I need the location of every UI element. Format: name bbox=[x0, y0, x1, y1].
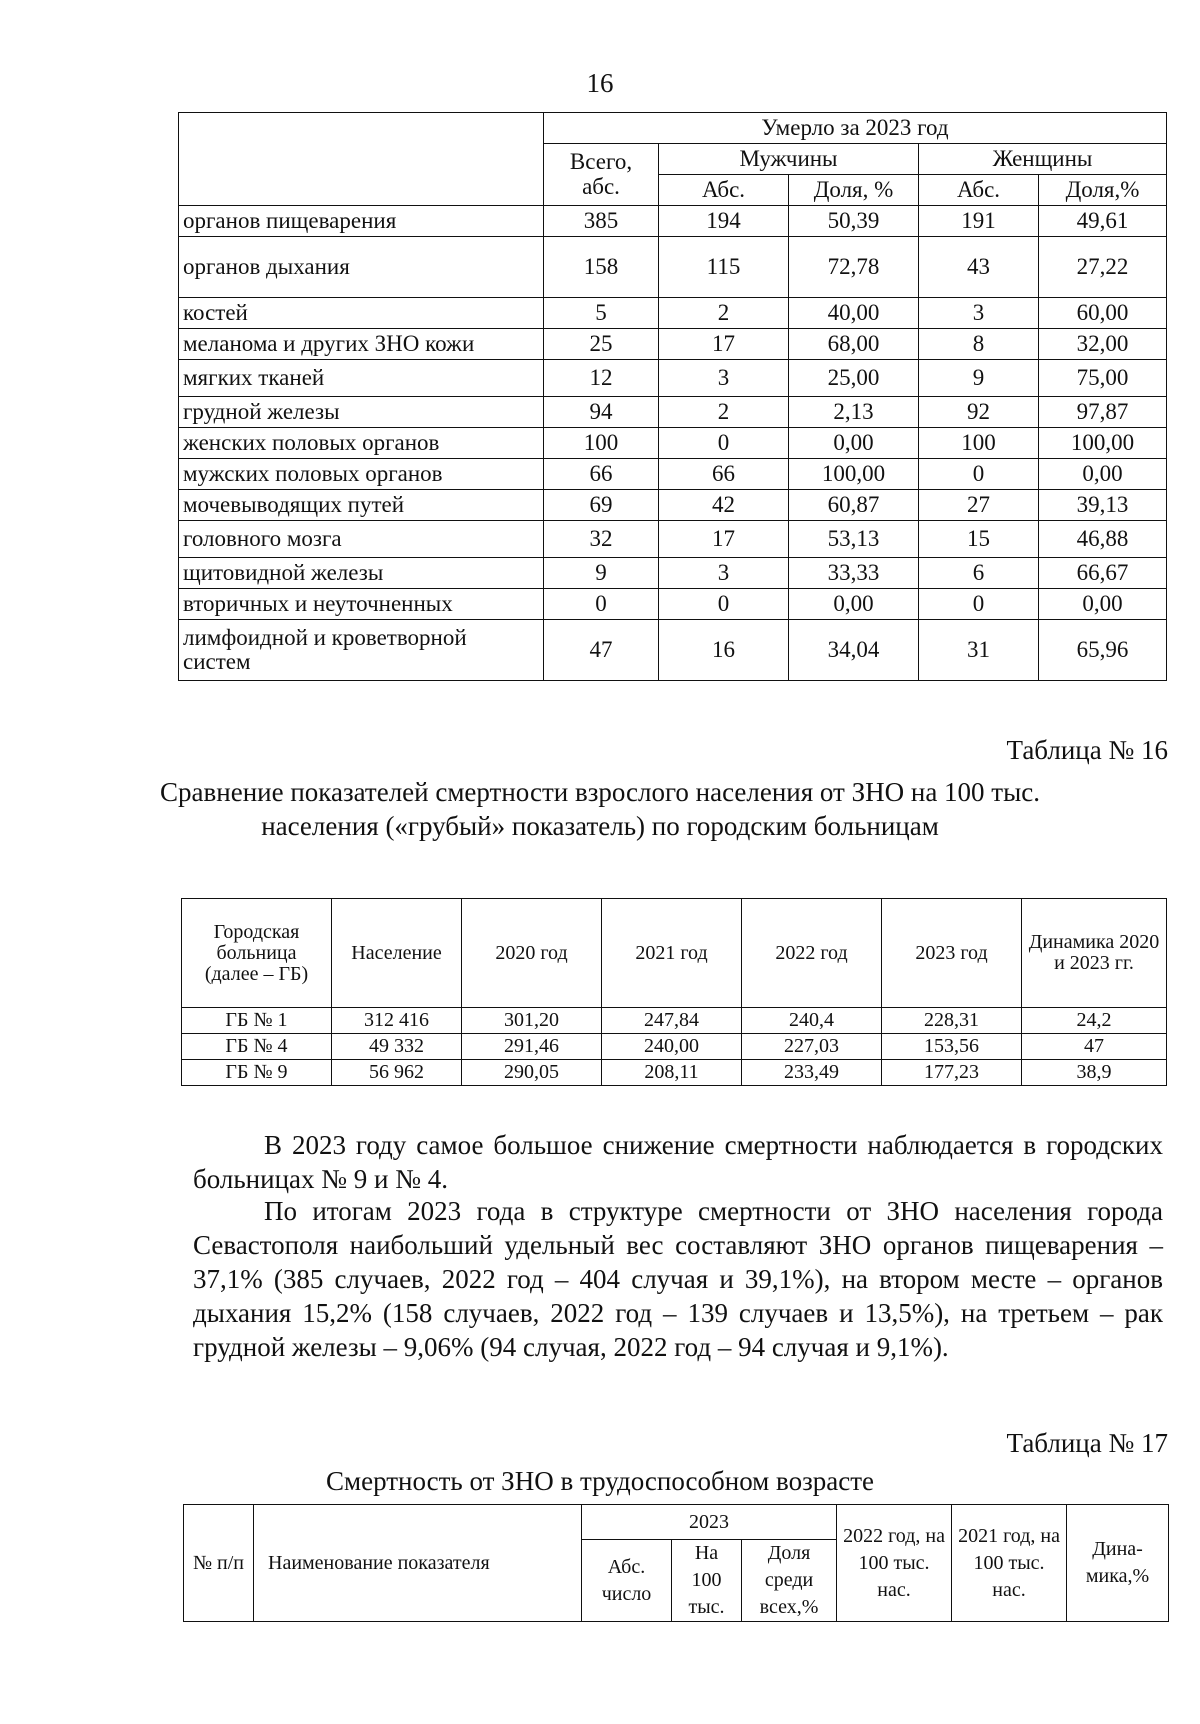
abs-header: Абс. число bbox=[582, 1540, 672, 1622]
value-cell: 240,00 bbox=[602, 1034, 742, 1060]
total-cell: 25 bbox=[544, 329, 659, 360]
women-abs-cell: 0 bbox=[919, 459, 1039, 490]
column-header: 2022 год bbox=[742, 899, 882, 1008]
women-abs-header: Абс. bbox=[919, 175, 1039, 206]
women-abs-cell: 6 bbox=[919, 558, 1039, 589]
women-share-cell: 100,00 bbox=[1039, 428, 1167, 459]
men-share-cell: 53,13 bbox=[789, 521, 919, 558]
women-share-header: Доля,% bbox=[1039, 175, 1167, 206]
row-label: мужских половых органов bbox=[179, 459, 544, 490]
total-cell: 5 bbox=[544, 298, 659, 329]
men-share-cell: 50,39 bbox=[789, 206, 919, 237]
men-abs-cell: 17 bbox=[659, 521, 789, 558]
row-label: органов дыхания bbox=[179, 237, 544, 298]
men-share-cell: 0,00 bbox=[789, 589, 919, 620]
value-cell: 312 416 bbox=[332, 1008, 462, 1034]
column-header: Население bbox=[332, 899, 462, 1008]
name-header: Наименование показателя bbox=[254, 1505, 582, 1622]
table-header-row bbox=[182, 899, 1167, 1008]
column-header: Динамика 2020 и 2023 гг. bbox=[1022, 899, 1167, 1008]
women-abs-cell: 0 bbox=[919, 589, 1039, 620]
hospital-mortality-table bbox=[181, 898, 1167, 1086]
mortality-by-sex-table bbox=[178, 112, 1167, 681]
women-share-cell: 39,13 bbox=[1039, 490, 1167, 521]
total-cell: 9 bbox=[544, 558, 659, 589]
value-cell: 291,46 bbox=[462, 1034, 602, 1060]
column-header: 2020 год bbox=[462, 899, 602, 1008]
women-abs-cell: 31 bbox=[919, 620, 1039, 681]
dynamics-header: Дина-мика,% bbox=[1067, 1505, 1169, 1622]
men-abs-cell: 2 bbox=[659, 298, 789, 329]
value-cell: 301,20 bbox=[462, 1008, 602, 1034]
women-share-cell: 75,00 bbox=[1039, 360, 1167, 397]
men-share-cell: 2,13 bbox=[789, 397, 919, 428]
year-header: 2023 bbox=[582, 1505, 837, 1540]
men-abs-cell: 66 bbox=[659, 459, 789, 490]
table16-title: Сравнение показателей смертности взрослого населения от ЗНО на 100 тыс. населения («грубый» показатель) по городским больницам bbox=[160, 777, 1040, 841]
per100-header: На 100 тыс. bbox=[672, 1540, 742, 1622]
total-header: Всего, абс. bbox=[544, 144, 659, 206]
men-share-cell: 34,04 bbox=[789, 620, 919, 681]
empty-header-cell bbox=[179, 113, 544, 206]
value-cell: 49 332 bbox=[332, 1034, 462, 1060]
row-label: мочевыводящих путей bbox=[179, 490, 544, 521]
value-cell: 227,03 bbox=[742, 1034, 882, 1060]
column-header: 2023 год bbox=[882, 899, 1022, 1008]
women-abs-cell: 92 bbox=[919, 397, 1039, 428]
row-label: меланома и других ЗНО кожи bbox=[179, 329, 544, 360]
table-header-row bbox=[184, 1505, 1169, 1540]
table-row bbox=[182, 1060, 1167, 1086]
column-header: 2021 год bbox=[602, 899, 742, 1008]
row-label: щитовидной железы bbox=[179, 558, 544, 589]
men-abs-cell: 3 bbox=[659, 360, 789, 397]
men-abs-cell: 2 bbox=[659, 397, 789, 428]
share-header: Доля среди всех,% bbox=[742, 1540, 837, 1622]
hospital-name-cell: ГБ № 1 bbox=[182, 1008, 332, 1034]
table17-number: Таблица № 17 bbox=[1006, 1428, 1168, 1458]
table-row bbox=[182, 1008, 1167, 1034]
men-share-header: Доля, % bbox=[789, 175, 919, 206]
women-header: Женщины bbox=[919, 144, 1167, 175]
hospital-table-body bbox=[182, 1008, 1167, 1086]
value-cell: 233,49 bbox=[742, 1060, 882, 1086]
total-cell: 32 bbox=[544, 521, 659, 558]
total-cell: 100 bbox=[544, 428, 659, 459]
men-abs-cell: 3 bbox=[659, 558, 789, 589]
hospital-name-cell: ГБ № 4 bbox=[182, 1034, 332, 1060]
men-share-cell: 0,00 bbox=[789, 428, 919, 459]
value-cell: 24,2 bbox=[1022, 1008, 1167, 1034]
women-share-cell: 97,87 bbox=[1039, 397, 1167, 428]
men-abs-cell: 0 bbox=[659, 428, 789, 459]
y2021-header: 2021 год, на 100 тыс. нас. bbox=[952, 1505, 1067, 1622]
men-share-cell: 60,87 bbox=[789, 490, 919, 521]
paragraph-2: По итогам 2023 года в структуре смертности от ЗНО населения города Севастополя наибольший удельный вес составляют ЗНО органов пищеварения – 37,1% (385 случаев, 2022 год – 404 случая и 39,1%), на втором месте – органов дыхания 15,2% (158 случаев, 2022 год – 139 случаев и 13,5%), на третьем – рак грудной железы – 9,06% (94 случая, 2022 год – 94 случая и 9,1%). bbox=[193, 1196, 1163, 1362]
table-row bbox=[179, 206, 1167, 237]
value-cell: 38,9 bbox=[1022, 1060, 1167, 1086]
total-cell: 94 bbox=[544, 397, 659, 428]
row-label: костей bbox=[179, 298, 544, 329]
total-cell: 12 bbox=[544, 360, 659, 397]
total-cell: 385 bbox=[544, 206, 659, 237]
women-abs-cell: 43 bbox=[919, 237, 1039, 298]
men-share-cell: 100,00 bbox=[789, 459, 919, 490]
men-abs-cell: 194 bbox=[659, 206, 789, 237]
women-abs-cell: 8 bbox=[919, 329, 1039, 360]
men-abs-cell: 17 bbox=[659, 329, 789, 360]
men-abs-cell: 42 bbox=[659, 490, 789, 521]
value-cell: 290,05 bbox=[462, 1060, 602, 1086]
women-abs-cell: 191 bbox=[919, 206, 1039, 237]
table-row bbox=[179, 490, 1167, 521]
value-cell: 153,56 bbox=[882, 1034, 1022, 1060]
men-share-cell: 33,33 bbox=[789, 558, 919, 589]
total-cell: 69 bbox=[544, 490, 659, 521]
page-number: 16 bbox=[586, 68, 614, 98]
working-age-mortality-table bbox=[183, 1504, 1169, 1622]
women-share-cell: 49,61 bbox=[1039, 206, 1167, 237]
table-row bbox=[179, 237, 1167, 298]
women-share-cell: 32,00 bbox=[1039, 329, 1167, 360]
value-cell: 240,4 bbox=[742, 1008, 882, 1034]
men-share-cell: 40,00 bbox=[789, 298, 919, 329]
women-share-cell: 46,88 bbox=[1039, 521, 1167, 558]
row-label: головного мозга bbox=[179, 521, 544, 558]
table-row bbox=[182, 1034, 1167, 1060]
hospital-name-cell: ГБ № 9 bbox=[182, 1060, 332, 1086]
women-share-cell: 0,00 bbox=[1039, 459, 1167, 490]
women-share-cell: 65,96 bbox=[1039, 620, 1167, 681]
value-cell: 47 bbox=[1022, 1034, 1167, 1060]
table-row bbox=[179, 589, 1167, 620]
value-cell: 247,84 bbox=[602, 1008, 742, 1034]
men-share-cell: 25,00 bbox=[789, 360, 919, 397]
men-share-cell: 72,78 bbox=[789, 237, 919, 298]
value-cell: 56 962 bbox=[332, 1060, 462, 1086]
row-label: органов пищеварения bbox=[179, 206, 544, 237]
row-label: вторичных и неуточненных bbox=[179, 589, 544, 620]
table-row bbox=[179, 298, 1167, 329]
women-share-cell: 60,00 bbox=[1039, 298, 1167, 329]
women-abs-cell: 3 bbox=[919, 298, 1039, 329]
men-abs-cell: 115 bbox=[659, 237, 789, 298]
table-row bbox=[179, 521, 1167, 558]
table16-number: Таблица № 16 bbox=[1006, 735, 1168, 765]
table-header-row bbox=[179, 113, 1167, 144]
row-label: лимфоидной и кроветворной систем bbox=[179, 620, 544, 681]
row-label: мягких тканей bbox=[179, 360, 544, 397]
women-abs-cell: 9 bbox=[919, 360, 1039, 397]
women-share-cell: 66,67 bbox=[1039, 558, 1167, 589]
died-header: Умерло за 2023 год bbox=[544, 113, 1167, 144]
total-cell: 0 bbox=[544, 589, 659, 620]
table-row bbox=[179, 397, 1167, 428]
total-cell: 66 bbox=[544, 459, 659, 490]
value-cell: 177,23 bbox=[882, 1060, 1022, 1086]
total-cell: 47 bbox=[544, 620, 659, 681]
num-header: № п/п bbox=[184, 1505, 254, 1622]
row-label: женских половых органов bbox=[179, 428, 544, 459]
column-header: Городская больница (далее – ГБ) bbox=[182, 899, 332, 1008]
row-label: грудной железы bbox=[179, 397, 544, 428]
value-cell: 208,11 bbox=[602, 1060, 742, 1086]
table-row bbox=[179, 459, 1167, 490]
women-abs-cell: 15 bbox=[919, 521, 1039, 558]
women-abs-cell: 100 bbox=[919, 428, 1039, 459]
value-cell: 228,31 bbox=[882, 1008, 1022, 1034]
women-abs-cell: 27 bbox=[919, 490, 1039, 521]
table-row bbox=[179, 558, 1167, 589]
mortality-table-body bbox=[179, 206, 1167, 681]
men-abs-cell: 16 bbox=[659, 620, 789, 681]
paragraph-1: В 2023 году самое большое снижение смертности наблюдается в городских больницах № 9 и № 4. bbox=[193, 1130, 1163, 1194]
women-share-cell: 27,22 bbox=[1039, 237, 1167, 298]
table-row bbox=[179, 620, 1167, 681]
men-abs-header: Абс. bbox=[659, 175, 789, 206]
total-cell: 158 bbox=[544, 237, 659, 298]
men-share-cell: 68,00 bbox=[789, 329, 919, 360]
y2022-header: 2022 год, на 100 тыс. нас. bbox=[837, 1505, 952, 1622]
table-row bbox=[179, 329, 1167, 360]
table-row bbox=[179, 428, 1167, 459]
table17-title: Смертность от ЗНО в трудоспособном возрасте bbox=[325, 1466, 874, 1496]
men-header: Мужчины bbox=[659, 144, 919, 175]
table-row bbox=[179, 360, 1167, 397]
men-abs-cell: 0 bbox=[659, 589, 789, 620]
women-share-cell: 0,00 bbox=[1039, 589, 1167, 620]
